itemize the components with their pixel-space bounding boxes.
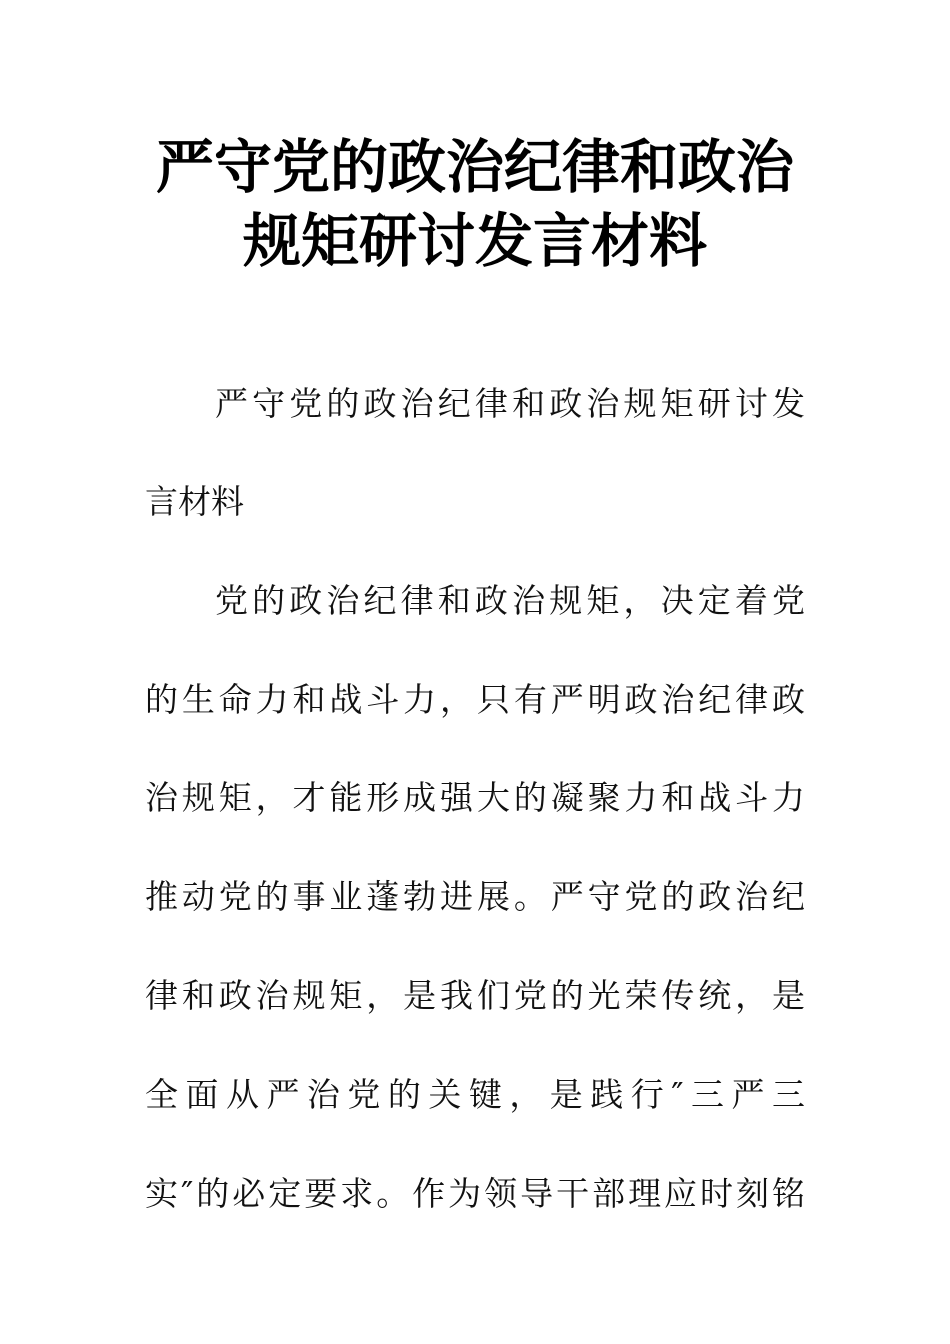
paragraph-line: 推动党的事业蓬勃进展。严守党的政治纪 — [145, 877, 805, 916]
paragraph-line: 全面从严治党的关键，是践行″三严三 — [145, 1075, 805, 1114]
paragraph-line: 严守党的政治纪律和政治规矩研讨发 — [215, 384, 805, 423]
paragraph-line: 治规矩，才能形成强大的凝聚力和战斗力 — [145, 778, 805, 817]
document-title — [145, 130, 805, 278]
title-line: 严守党的政治纪律和政治 — [155, 133, 794, 201]
paragraph-line: 律和政治规矩，是我们党的光荣传统，是 — [145, 976, 805, 1015]
paragraph-line: 的生命力和战斗力，只有严明政治纪律政 — [145, 680, 805, 719]
paragraph-line: 实″的必定要求。作为领导干部理应时刻铭 — [145, 1174, 805, 1213]
paragraph-line: 党的政治纪律和政治规矩，决定着党 — [215, 581, 805, 620]
title-line: 规矩研讨发言材料 — [242, 207, 707, 275]
paragraph-line: 言材料 — [145, 482, 244, 521]
